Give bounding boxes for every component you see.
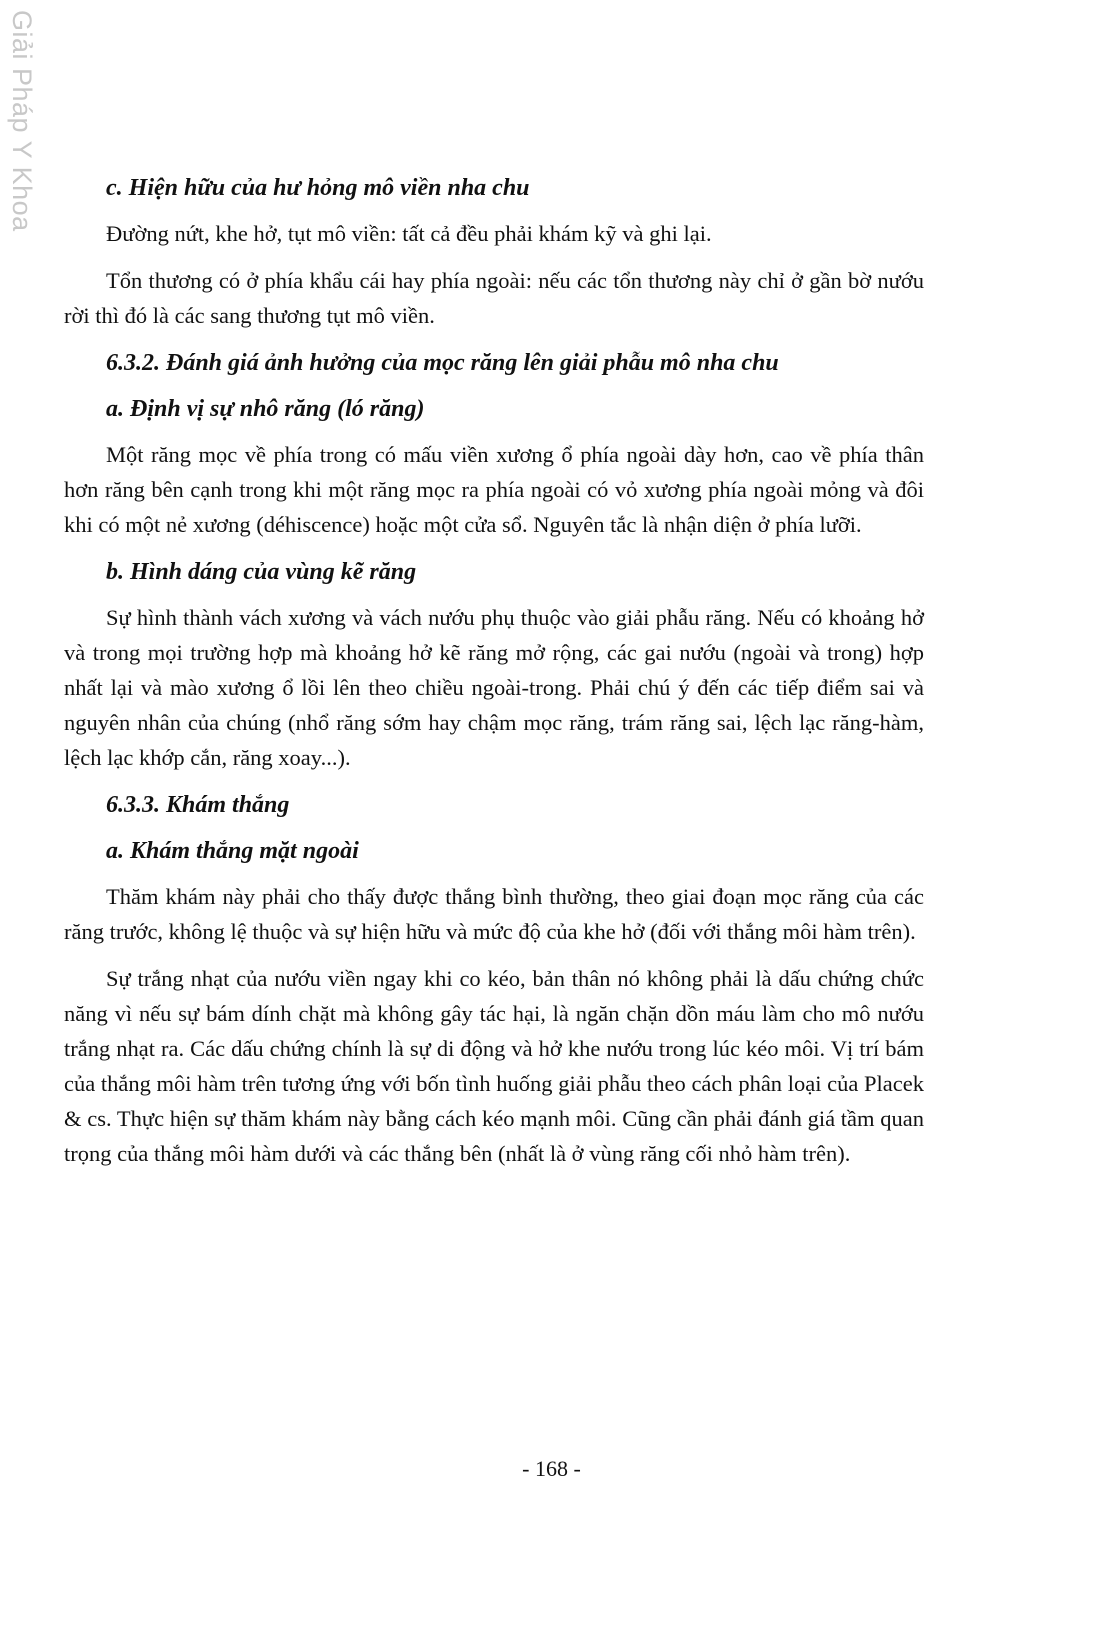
heading-tooth-protrusion: a. Định vị sự nhô răng (ló răng) bbox=[106, 396, 425, 422]
paragraph: Tổn thương có ở phía khẩu cái hay phía ngoài: nếu các tổn thương này chỉ ở gần bờ nướu rời thì đó là các sang thương tụt mô viền. bbox=[64, 268, 924, 328]
paragraph: Đường nứt, khe hở, tụt mô viền: tất cả đều phải khám kỹ và ghi lại. bbox=[106, 221, 712, 246]
paragraph: Sự hình thành vách xương và vách nướu phụ thuộc vào giải phẫu răng. Nếu có khoảng hở và trong mọi trường hợp mà khoảng hở kẽ răng mở rộng, các gai nướu (ngoài và trong) hợp nhất lại và mào xương ổ lồi lên theo chiều ngoài-trong. Phải chú ý đến các tiếp điểm sai và nguyên nhân của chúng (nhổ răng sớm hay chậm mọc răng, trám răng sai, lệch lạc răng-hàm, lệch lạc khớp cắn, răng xoay...). bbox=[64, 605, 924, 770]
paragraph: Thăm khám này phải cho thấy được thắng bình thường, theo giai đoạn mọc răng của các răng trước, không lệ thuộc và sự hiện hữu và mức độ của khe hở (đối với thắng môi hàm trên). bbox=[64, 884, 924, 944]
page-number: - 168 - bbox=[522, 1456, 581, 1481]
heading-outer-frenum-exam: a. Khám thắng mặt ngoài bbox=[106, 838, 359, 864]
heading-section-6-3-3: 6.3.3. Khám thắng bbox=[106, 792, 290, 818]
heading-section-6-3-2: 6.3.2. Đánh giá ảnh hưởng của mọc răng lên giải phẫu mô nha chu bbox=[106, 350, 779, 376]
page-content bbox=[64, 170, 924, 1183]
watermark: Giải Pháp Y Khoa bbox=[7, 10, 37, 232]
paragraph: Một răng mọc về phía trong có mấu viền xương ổ phía ngoài dày hơn, cao về phía thân hơn răng bên cạnh trong khi một răng mọc ra phía ngoài có vỏ xương phía ngoài mỏng và đôi khi có một nẻ xương (déhiscence) hoặc một cửa sổ. Nguyên tắc là nhận diện ở phía lưỡi. bbox=[64, 442, 924, 537]
heading-periodontal-damage: c. Hiện hữu của hư hỏng mô viền nha chu bbox=[106, 175, 530, 201]
heading-interdental-shape: b. Hình dáng của vùng kẽ răng bbox=[106, 559, 417, 585]
paragraph: Sự trắng nhạt của nướu viền ngay khi co kéo, bản thân nó không phải là dấu chứng chức năng vì nếu sự bám dính chặt mà không gây tác hại, là ngăn chặn dồn máu làm cho mô nướu trắng nhạt ra. Các dấu chứng chính là sự di động và hở khe nướu trong lúc kéo môi. Vị trí bám của thắng môi hàm trên tương ứng với bốn tình huống giải phẫu theo cách phân loại của Placek & cs. Thực hiện sự thăm khám này bằng cách kéo mạnh môi. Cũng cần phải đánh giá tầm quan trọng của thắng môi hàm dưới và các thắng bên (nhất là ở vùng răng cối nhỏ hàm trên). bbox=[64, 966, 924, 1166]
